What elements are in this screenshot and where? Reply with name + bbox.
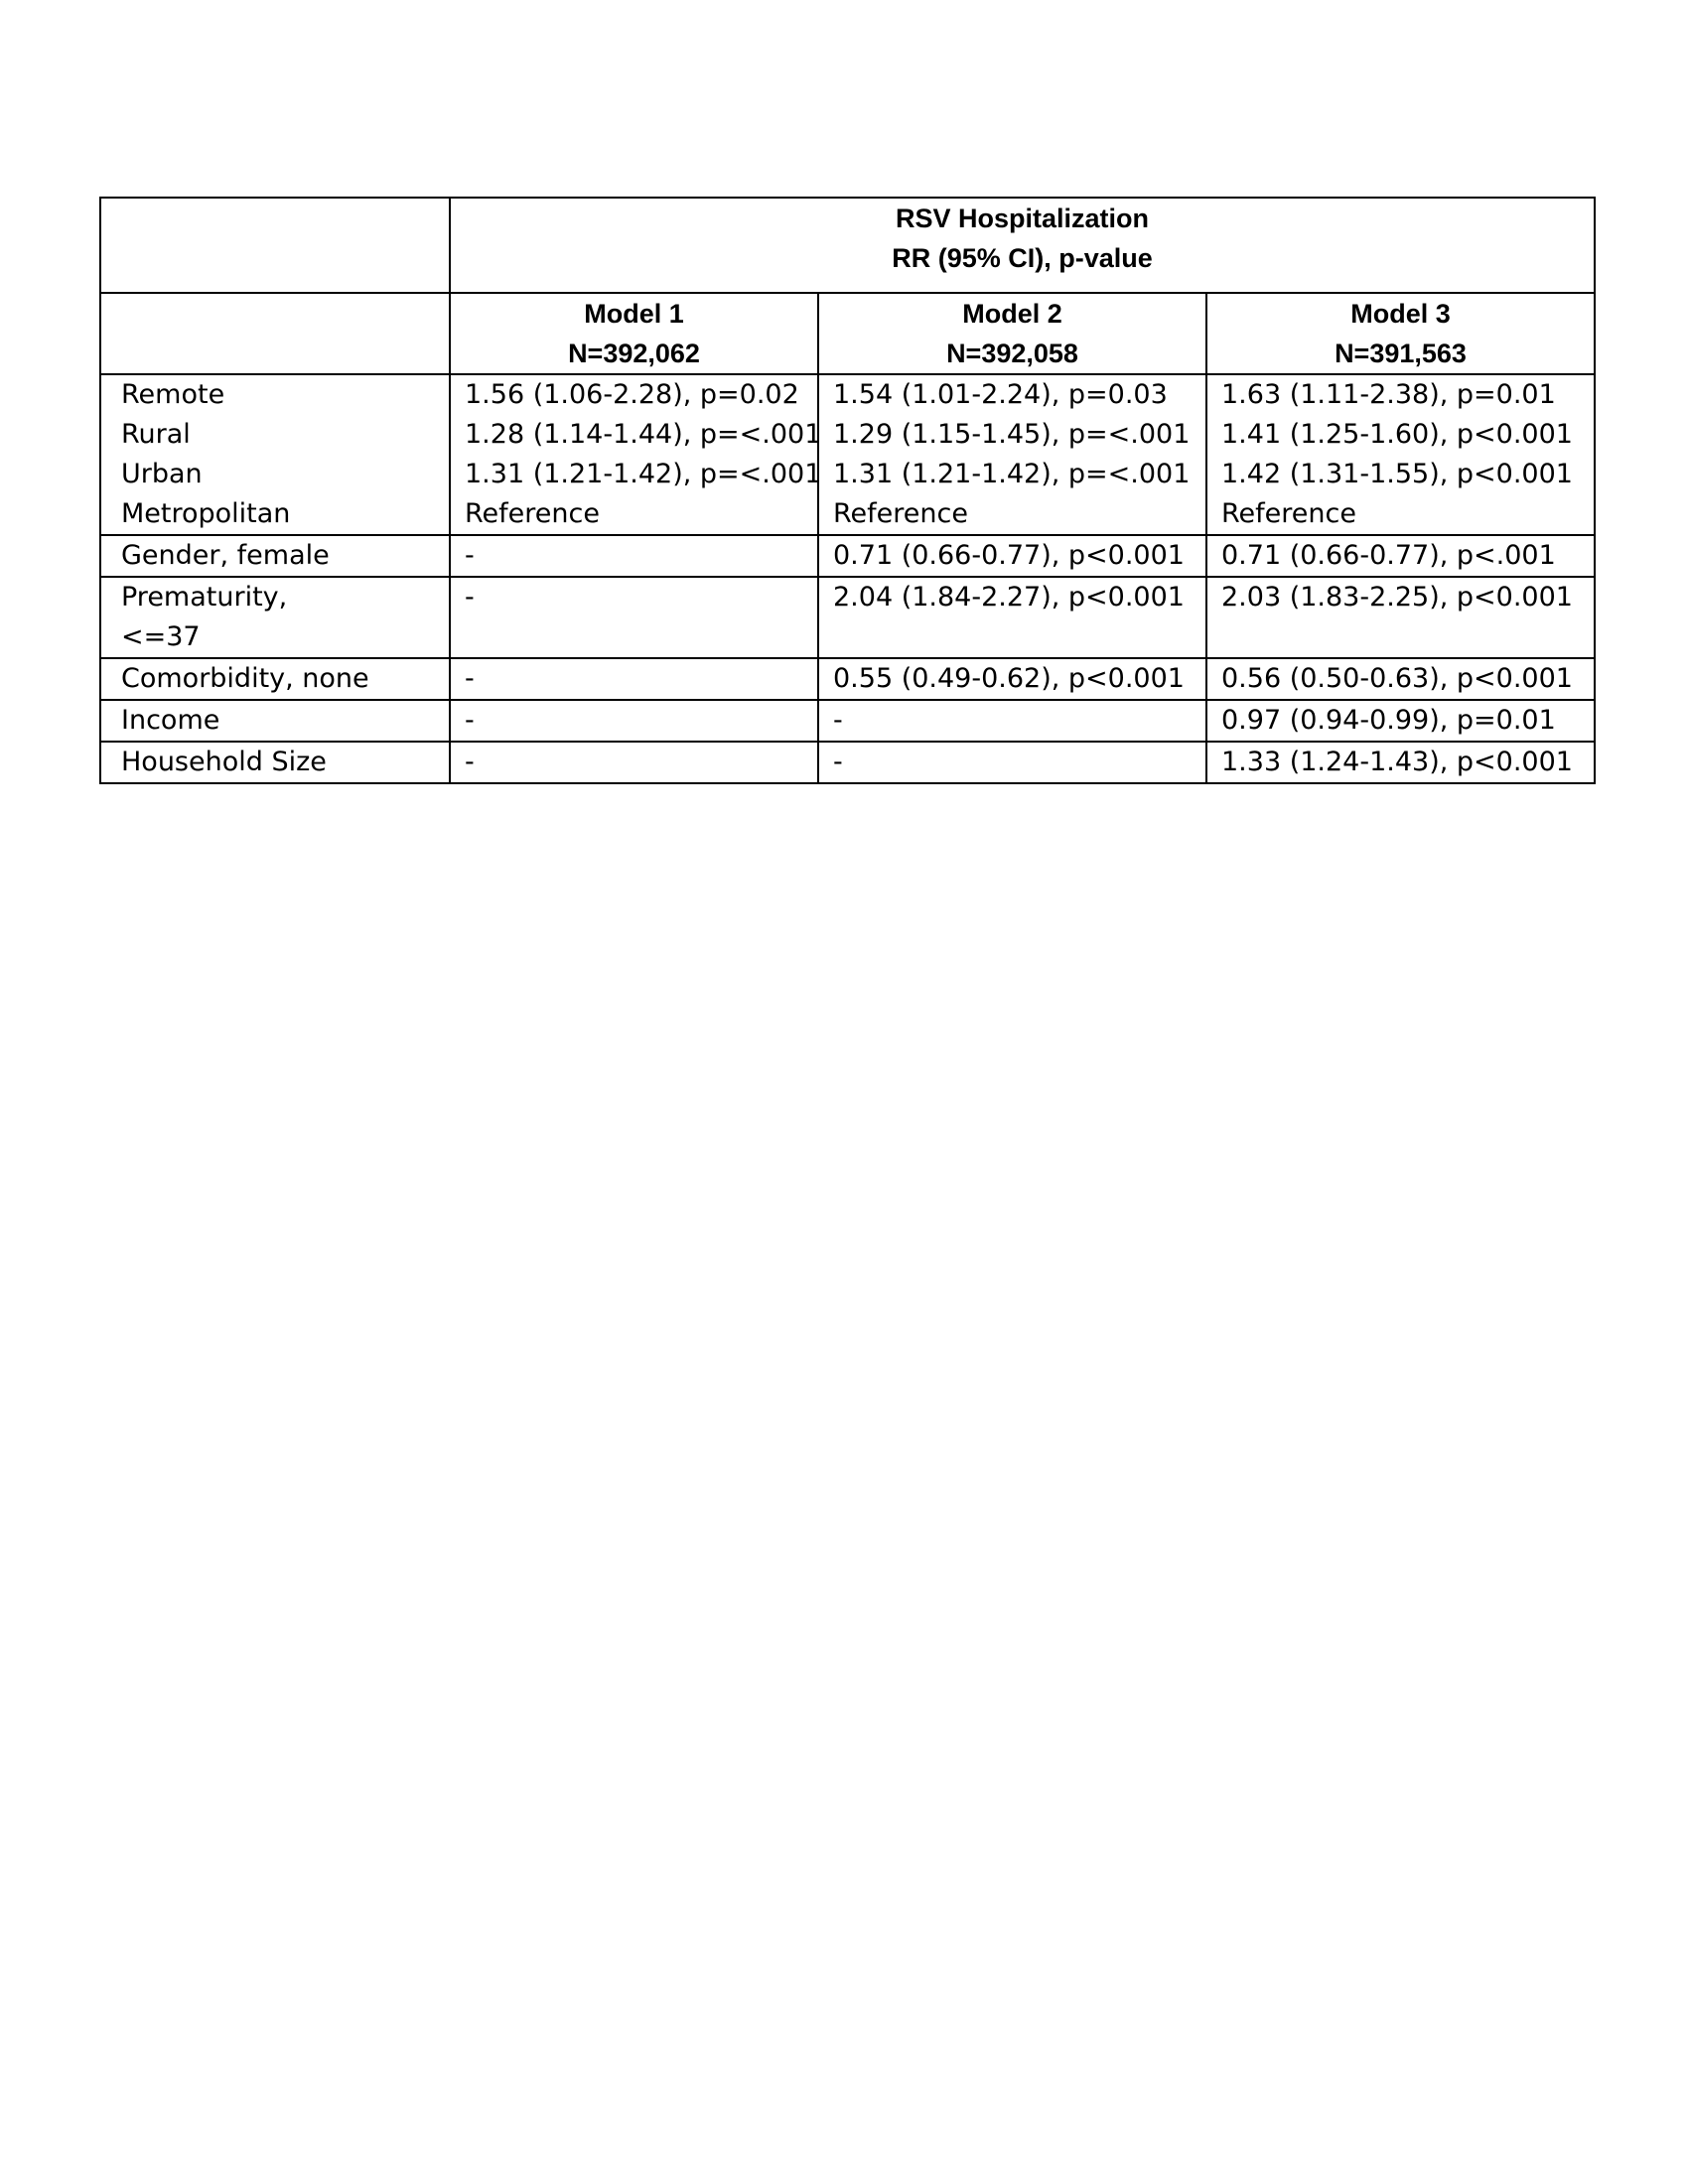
prematurity-model-3: 2.03 (1.83-2.25), p<0.001 — [1206, 577, 1595, 658]
row-label-rural: Rural — [121, 419, 191, 450]
rural-model-3: 1.41 (1.25-1.60), p<0.001 — [1221, 419, 1573, 450]
table-row-prematurity — [100, 577, 1595, 658]
remote-model-3: 1.63 (1.11-2.38), p=0.01 — [1221, 379, 1556, 410]
household-model-3: 1.33 (1.24-1.43), p<0.001 — [1206, 742, 1595, 783]
model-1-n: N=392,062 — [568, 339, 700, 368]
model-2-n: N=392,058 — [946, 339, 1078, 368]
row-label-prematurity: Prematurity, — [121, 582, 288, 613]
table-row-income — [100, 700, 1595, 742]
model-header-empty-cell — [100, 293, 450, 374]
table-title: RSV Hospitalization — [895, 204, 1150, 233]
location-labels-cell — [100, 374, 450, 535]
results-table — [99, 197, 1596, 784]
urban-model-3: 1.42 (1.31-1.55), p<0.001 — [1221, 459, 1573, 489]
location-model-1-cell — [450, 374, 822, 535]
income-model-3: 0.97 (0.94-0.99), p=0.01 — [1206, 700, 1595, 742]
row-label-prematurity-cell — [100, 577, 450, 658]
income-model-1: - — [450, 700, 818, 742]
metropolitan-model-1: Reference — [465, 498, 600, 529]
row-label-comorbidity: Comorbidity, none — [100, 658, 450, 700]
comorbidity-model-3: 0.56 (0.50-0.63), p<0.001 — [1206, 658, 1595, 700]
prematurity-model-1: - — [450, 577, 818, 658]
table-row-location — [100, 374, 1595, 535]
header-empty-cell — [100, 198, 450, 293]
row-label-metropolitan: Metropolitan — [121, 498, 291, 529]
rural-model-1: 1.28 (1.14-1.44), p=<.001 — [465, 419, 822, 450]
gender-model-1: - — [450, 535, 818, 577]
metropolitan-model-3: Reference — [1221, 498, 1356, 529]
model-1-header — [450, 293, 818, 374]
table-row-comorbidity — [100, 658, 1595, 700]
table-row-gender — [100, 535, 1595, 577]
comorbidity-model-1: - — [450, 658, 818, 700]
table-subtitle: RR (95% CI), p-value — [892, 243, 1153, 273]
table-title-cell — [450, 198, 1595, 293]
remote-model-2: 1.54 (1.01-2.24), p=0.03 — [833, 379, 1168, 410]
rural-model-2: 1.29 (1.15-1.45), p=<.001 — [833, 419, 1191, 450]
comorbidity-model-2: 0.55 (0.49-0.62), p<0.001 — [818, 658, 1206, 700]
model-1-name: Model 1 — [584, 299, 684, 329]
model-2-name: Model 2 — [962, 299, 1062, 329]
model-3-name: Model 3 — [1350, 299, 1451, 329]
location-model-2-cell — [818, 374, 1206, 535]
row-label-household: Household Size — [100, 742, 450, 783]
table-row-household — [100, 742, 1595, 783]
urban-model-1: 1.31 (1.21-1.42), p=<.001 — [465, 459, 822, 489]
table-header-row — [100, 198, 1595, 293]
row-label-prematurity-threshold: <=37 — [121, 621, 201, 652]
prematurity-model-2: 2.04 (1.84-2.27), p<0.001 — [818, 577, 1206, 658]
remote-model-1: 1.56 (1.06-2.28), p=0.02 — [465, 379, 799, 410]
urban-model-2: 1.31 (1.21-1.42), p=<.001 — [833, 459, 1191, 489]
model-header-row — [100, 293, 1595, 374]
row-label-urban: Urban — [121, 459, 203, 489]
metropolitan-model-2: Reference — [833, 498, 968, 529]
row-label-remote: Remote — [121, 379, 225, 410]
row-label-income: Income — [100, 700, 450, 742]
model-2-header — [818, 293, 1206, 374]
gender-model-2: 0.71 (0.66-0.77), p<0.001 — [818, 535, 1206, 577]
gender-model-3: 0.71 (0.66-0.77), p<.001 — [1206, 535, 1595, 577]
income-model-2: - — [818, 700, 1206, 742]
location-model-3-cell — [1206, 374, 1595, 535]
model-3-n: N=391,563 — [1335, 339, 1467, 368]
household-model-2: - — [818, 742, 1206, 783]
model-3-header — [1206, 293, 1595, 374]
row-label-gender: Gender, female — [100, 535, 450, 577]
household-model-1: - — [450, 742, 818, 783]
